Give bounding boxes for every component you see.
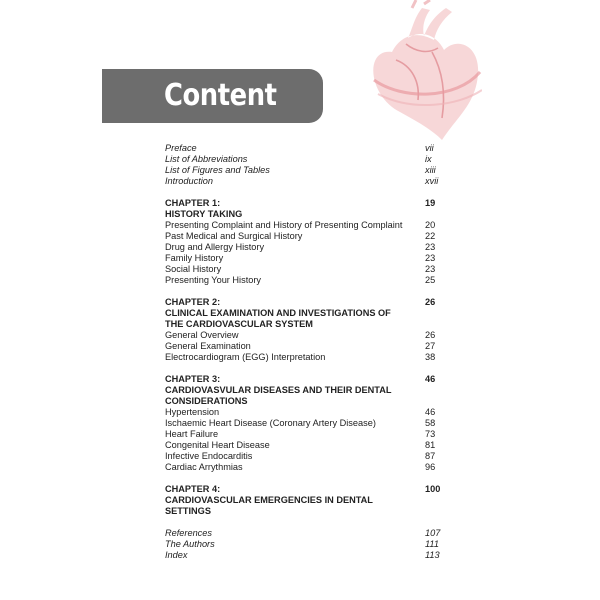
entry-title: Presenting Complaint and History of Presenting Complaint	[165, 220, 403, 230]
entry-page-number: 38	[425, 352, 436, 362]
entry-page-number: 100	[425, 484, 441, 494]
heart-illustration	[372, 0, 482, 145]
content-banner	[102, 69, 323, 123]
entry-title: Ischaemic Heart Disease (Coronary Artery Disease)	[165, 418, 376, 428]
section-gap	[165, 473, 441, 484]
entry-page-number: 19	[425, 198, 436, 208]
section-entry	[165, 220, 441, 231]
entry-page-number: 58	[425, 418, 436, 428]
section-gap	[165, 363, 441, 374]
entry-page-number: 27	[425, 341, 436, 351]
section-entry	[165, 330, 441, 341]
entry-title: General Overview	[165, 330, 239, 340]
entry-title: Past Medical and Surgical History	[165, 231, 303, 241]
entry-page-number: vii	[425, 143, 434, 153]
entry-title: CHAPTER 2:	[165, 297, 221, 307]
entry-page-number: 22	[425, 231, 436, 241]
back-matter-entry	[165, 528, 441, 539]
entry-title: CHAPTER 1:	[165, 198, 221, 208]
entry-page-number: xvii	[425, 176, 439, 186]
entry-page-number: 26	[425, 330, 436, 340]
back-matter-entry	[165, 550, 441, 561]
entry-title: Index	[165, 550, 188, 560]
entry-page-number: 111	[425, 539, 439, 549]
entry-page-number: 25	[425, 275, 436, 285]
chapter-label	[165, 374, 441, 385]
entry-page-number: 23	[425, 242, 436, 252]
entry-page-number: 23	[425, 253, 436, 263]
section-entry	[165, 429, 441, 440]
entry-page-number: 87	[425, 451, 436, 461]
entry-page-number: ix	[425, 154, 432, 164]
front-matter-entry	[165, 154, 441, 165]
entry-page-number: 20	[425, 220, 436, 230]
section-gap	[165, 187, 441, 198]
entry-title: Family History	[165, 253, 224, 263]
section-gap	[165, 517, 441, 528]
entry-title: CHAPTER 3:	[165, 374, 221, 384]
entry-page-number: xiii	[425, 165, 436, 175]
chapter-title: CARDIOVASVULAR DISEASES AND THEIR DENTAL CONSIDERATIONS	[165, 385, 392, 406]
chapter-title: CARDIOVASCULAR EMERGENCIES IN DENTAL SETTINGS	[165, 495, 373, 516]
front-matter-entry	[165, 143, 441, 154]
entry-title: Cardiac Arrythmias	[165, 462, 243, 472]
entry-title: Congenital Heart Disease	[165, 440, 270, 450]
page-title: Content	[164, 78, 277, 113]
front-matter-entry	[165, 165, 441, 176]
section-entry	[165, 264, 441, 275]
chapter-label	[165, 198, 441, 209]
chapter-label	[165, 484, 441, 495]
entry-title: Preface	[165, 143, 197, 153]
entry-page-number: 113	[425, 550, 440, 560]
section-entry	[165, 352, 441, 363]
entry-title: The Authors	[165, 539, 215, 549]
entry-page-number: 46	[425, 374, 436, 384]
entry-title: Introduction	[165, 176, 214, 186]
entry-title: Presenting Your History	[165, 275, 262, 285]
table-of-contents	[165, 143, 441, 561]
section-entry	[165, 440, 441, 451]
entry-page-number: 73	[425, 429, 436, 439]
entry-page-number: 81	[425, 440, 436, 450]
entry-title: References	[165, 528, 212, 538]
entry-page-number: 26	[425, 297, 436, 307]
chapter-label	[165, 297, 441, 308]
section-entry	[165, 253, 441, 264]
entry-page-number: 46	[425, 407, 436, 417]
entry-title: Heart Failure	[165, 429, 219, 439]
entry-title: Hypertension	[165, 407, 220, 417]
entry-title: Drug and Allergy History	[165, 242, 265, 252]
section-entry	[165, 341, 441, 352]
entry-page-number: 107	[425, 528, 441, 538]
section-entry	[165, 242, 441, 253]
section-entry	[165, 231, 441, 242]
entry-title: General Examination	[165, 341, 251, 351]
entry-title: List of Figures and Tables	[165, 165, 270, 175]
section-gap	[165, 286, 441, 297]
entry-title: Electrocardiogram (EGG) Interpretation	[165, 352, 326, 362]
entry-page-number: 96	[425, 462, 436, 472]
section-entry	[165, 407, 441, 418]
front-matter-entry	[165, 176, 441, 187]
section-entry	[165, 275, 441, 286]
section-entry	[165, 418, 441, 429]
entry-title: Infective Endocarditis	[165, 451, 253, 461]
entry-title: CHAPTER 4:	[165, 484, 221, 494]
chapter-title: HISTORY TAKING	[165, 209, 243, 219]
entry-title: Social History	[165, 264, 222, 274]
section-entry	[165, 462, 441, 473]
section-entry	[165, 451, 441, 462]
entry-title: List of Abbreviations	[165, 154, 248, 164]
back-matter-entry	[165, 539, 441, 550]
entry-page-number: 23	[425, 264, 436, 274]
chapter-title: CLINICAL EXAMINATION AND INVESTIGATIONS OF THE CARDIOVASCULAR SYSTEM	[165, 308, 391, 329]
